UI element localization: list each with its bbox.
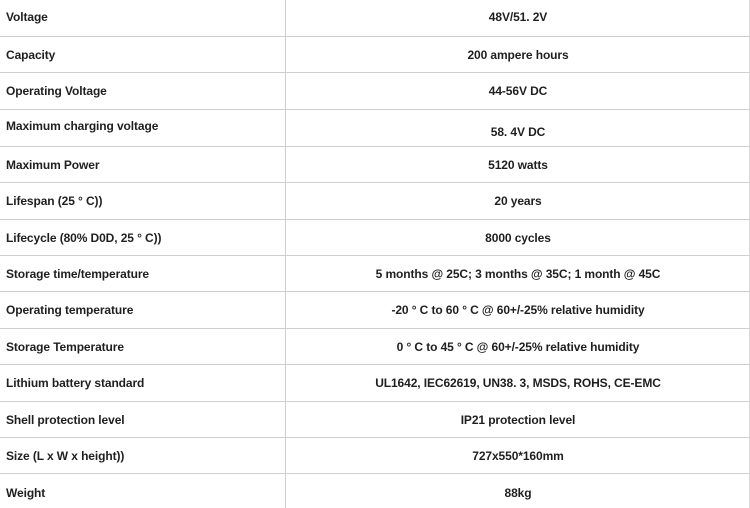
spec-value-operating-temperature: -20 ° C to 60 ° C @ 60+/-25% relative humidity — [391, 303, 645, 317]
spec-value-storage-time-temperature: 5 months @ 25C; 3 months @ 35C; 1 month @ 45C — [375, 266, 661, 281]
spec-label-lifespan: Lifespan (25 ° C)) — [0, 183, 286, 219]
spec-value-weight: 88kg — [504, 486, 532, 500]
spec-label-operating-temperature: Operating temperature — [0, 292, 286, 328]
spec-label-storage-time-temperature: Storage time/temperature — [0, 256, 286, 291]
table-row — [0, 438, 750, 474]
table-row — [0, 183, 750, 220]
spec-value-lithium-battery-standard: UL1642, IEC62619, UN38. 3, MSDS, ROHS, CE-EMC — [375, 376, 661, 390]
spec-label-weight: Weight — [0, 474, 286, 508]
spec-value-operating-voltage: 44-56V DC — [488, 84, 548, 98]
spec-value-lifecycle: 8000 cycles — [485, 230, 551, 245]
spec-label-shell-protection-level: Shell protection level — [0, 402, 286, 437]
spec-value-capacity: 200 ampere hours — [467, 47, 569, 62]
spec-value-size: 727x550*160mm — [472, 448, 564, 463]
spec-label-operating-voltage: Operating Voltage — [0, 73, 286, 109]
spec-label-max-charging-voltage: Maximum charging voltage — [0, 110, 286, 146]
table-row — [0, 474, 750, 508]
spec-label-lifecycle: Lifecycle (80% D0D, 25 ° C)) — [0, 220, 286, 255]
spec-label-max-power: Maximum Power — [0, 147, 286, 182]
table-row — [0, 292, 750, 329]
spec-label-size: Size (L x W x height)) — [0, 438, 286, 473]
spec-value-max-charging-voltage: 58. 4V DC — [490, 125, 546, 139]
table-row — [0, 110, 750, 147]
spec-value-storage-temperature: 0 ° C to 45 ° C @ 60+/-25% relative humidity — [396, 339, 640, 354]
spec-value-lifespan: 20 years — [494, 194, 542, 208]
table-row — [0, 402, 750, 438]
table-row — [0, 147, 750, 183]
spec-value-voltage: 48V/51. 2V — [488, 10, 548, 24]
spec-label-voltage: Voltage — [0, 0, 286, 36]
table-row — [0, 256, 750, 292]
spec-label-capacity: Capacity — [0, 37, 286, 72]
spec-label-lithium-battery-standard: Lithium battery standard — [0, 365, 286, 401]
spec-value-max-power: 5120 watts — [488, 157, 548, 172]
table-row — [0, 365, 750, 402]
table-row — [0, 37, 750, 73]
spec-label-storage-temperature: Storage Temperature — [0, 329, 286, 364]
table-row — [0, 220, 750, 256]
spec-value-shell-protection-level: IP21 protection level — [460, 412, 576, 427]
table-row — [0, 0, 750, 37]
table-row — [0, 73, 750, 110]
table-row — [0, 329, 750, 365]
